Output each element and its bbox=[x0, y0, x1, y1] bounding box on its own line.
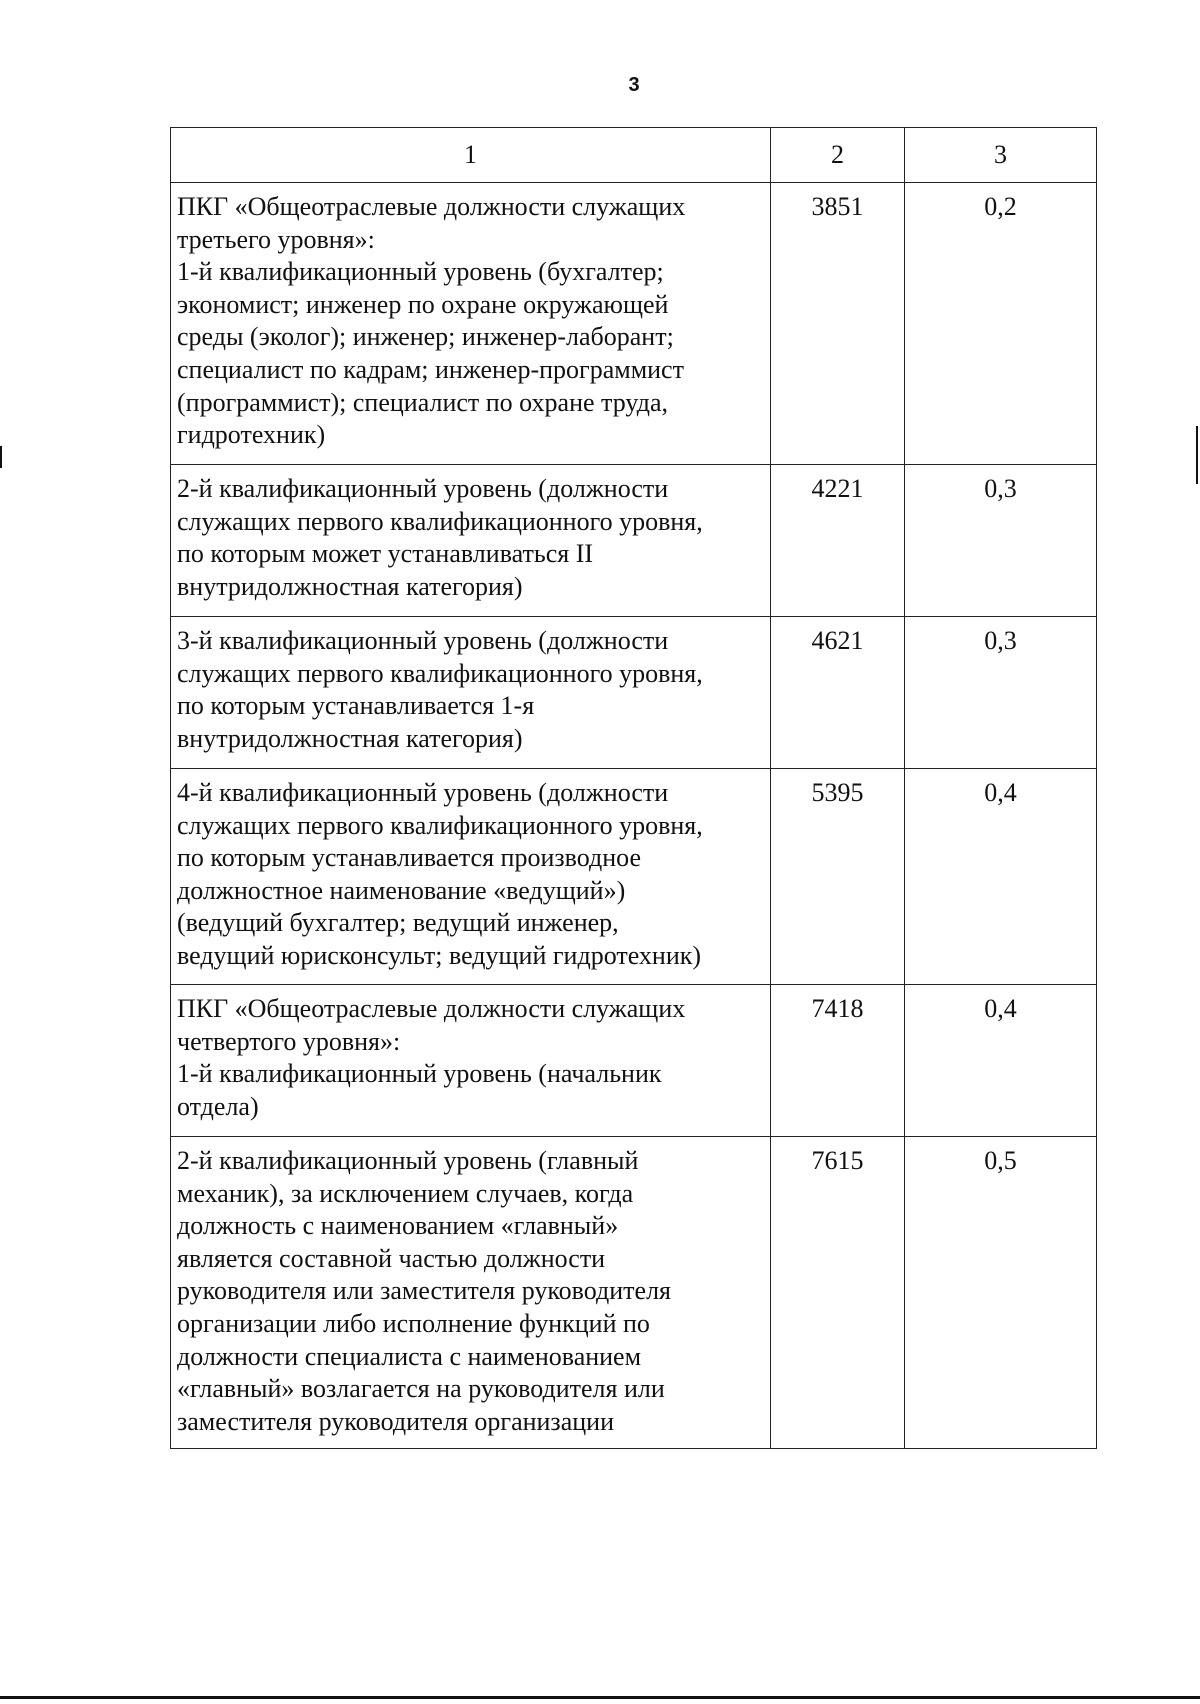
position-description: 2-й квалификационный уровень (должности служащих первого квалификационного уровня, по которым может устанавливаться II внутридолжностная категория) bbox=[171, 465, 771, 617]
position-description: ПКГ «Общеотраслевые должности служащих четвертого уровня»: 1-й квалификационный уровень (начальник отдела) bbox=[171, 985, 771, 1137]
salary-table bbox=[170, 127, 1097, 1449]
position-description: 3-й квалификационный уровень (должности служащих первого квалификационного уровня, по которым устанавливается 1-я внутридолжностная категория) bbox=[171, 617, 771, 769]
table-row bbox=[171, 617, 1097, 769]
scan-edge-mark-left bbox=[0, 446, 2, 468]
column-header-3: 3 bbox=[905, 128, 1097, 183]
position-description: 2-й квалификационный уровень (главный механик), за исключением случаев, когда должность с наименованием «главный» является составной частью должности руководителя или заместителя руководителя организации либо исполнение функций по должности специалиста с наименованием «главный» возлагается на руководителя или заместителя руководителя организации bbox=[171, 1137, 771, 1449]
base-salary: 7418 bbox=[771, 985, 905, 1137]
position-description: ПКГ «Общеотраслевые должности служащих третьего уровня»: 1-й квалификационный уровень (бухгалтер; экономист; инженер по охране окружающей среды (эколог); инженер; инженер-лаборант; специалист по кадрам; инженер-программист (программист); специалист по охране труда, гидротехник) bbox=[171, 183, 771, 465]
position-description: 4-й квалификационный уровень (должности служащих первого квалификационного уровня, по которым устанавливается производное должностное наименование «ведущий») (ведущий бухгалтер; ведущий инженер, ведущий юрисконсульт; ведущий гидротехник) bbox=[171, 769, 771, 985]
table-row bbox=[171, 769, 1097, 985]
base-salary: 4621 bbox=[771, 617, 905, 769]
page-number: 3 bbox=[628, 74, 640, 96]
scan-edge-mark-right bbox=[1196, 426, 1198, 484]
table-row bbox=[171, 465, 1097, 617]
table-row bbox=[171, 183, 1097, 465]
base-salary: 3851 bbox=[771, 183, 905, 465]
column-header-1: 1 bbox=[171, 128, 771, 183]
base-salary: 7615 bbox=[771, 1137, 905, 1449]
table-row bbox=[171, 985, 1097, 1137]
coefficient: 0,3 bbox=[905, 465, 1097, 617]
coefficient: 0,3 bbox=[905, 617, 1097, 769]
table-header-row bbox=[171, 128, 1097, 183]
table-row bbox=[171, 1137, 1097, 1449]
base-salary: 4221 bbox=[771, 465, 905, 617]
scan-bottom-border bbox=[0, 1696, 1200, 1699]
coefficient: 0,4 bbox=[905, 769, 1097, 985]
coefficient: 0,4 bbox=[905, 985, 1097, 1137]
coefficient: 0,2 bbox=[905, 183, 1097, 465]
base-salary: 5395 bbox=[771, 769, 905, 985]
coefficient: 0,5 bbox=[905, 1137, 1097, 1449]
column-header-2: 2 bbox=[771, 128, 905, 183]
